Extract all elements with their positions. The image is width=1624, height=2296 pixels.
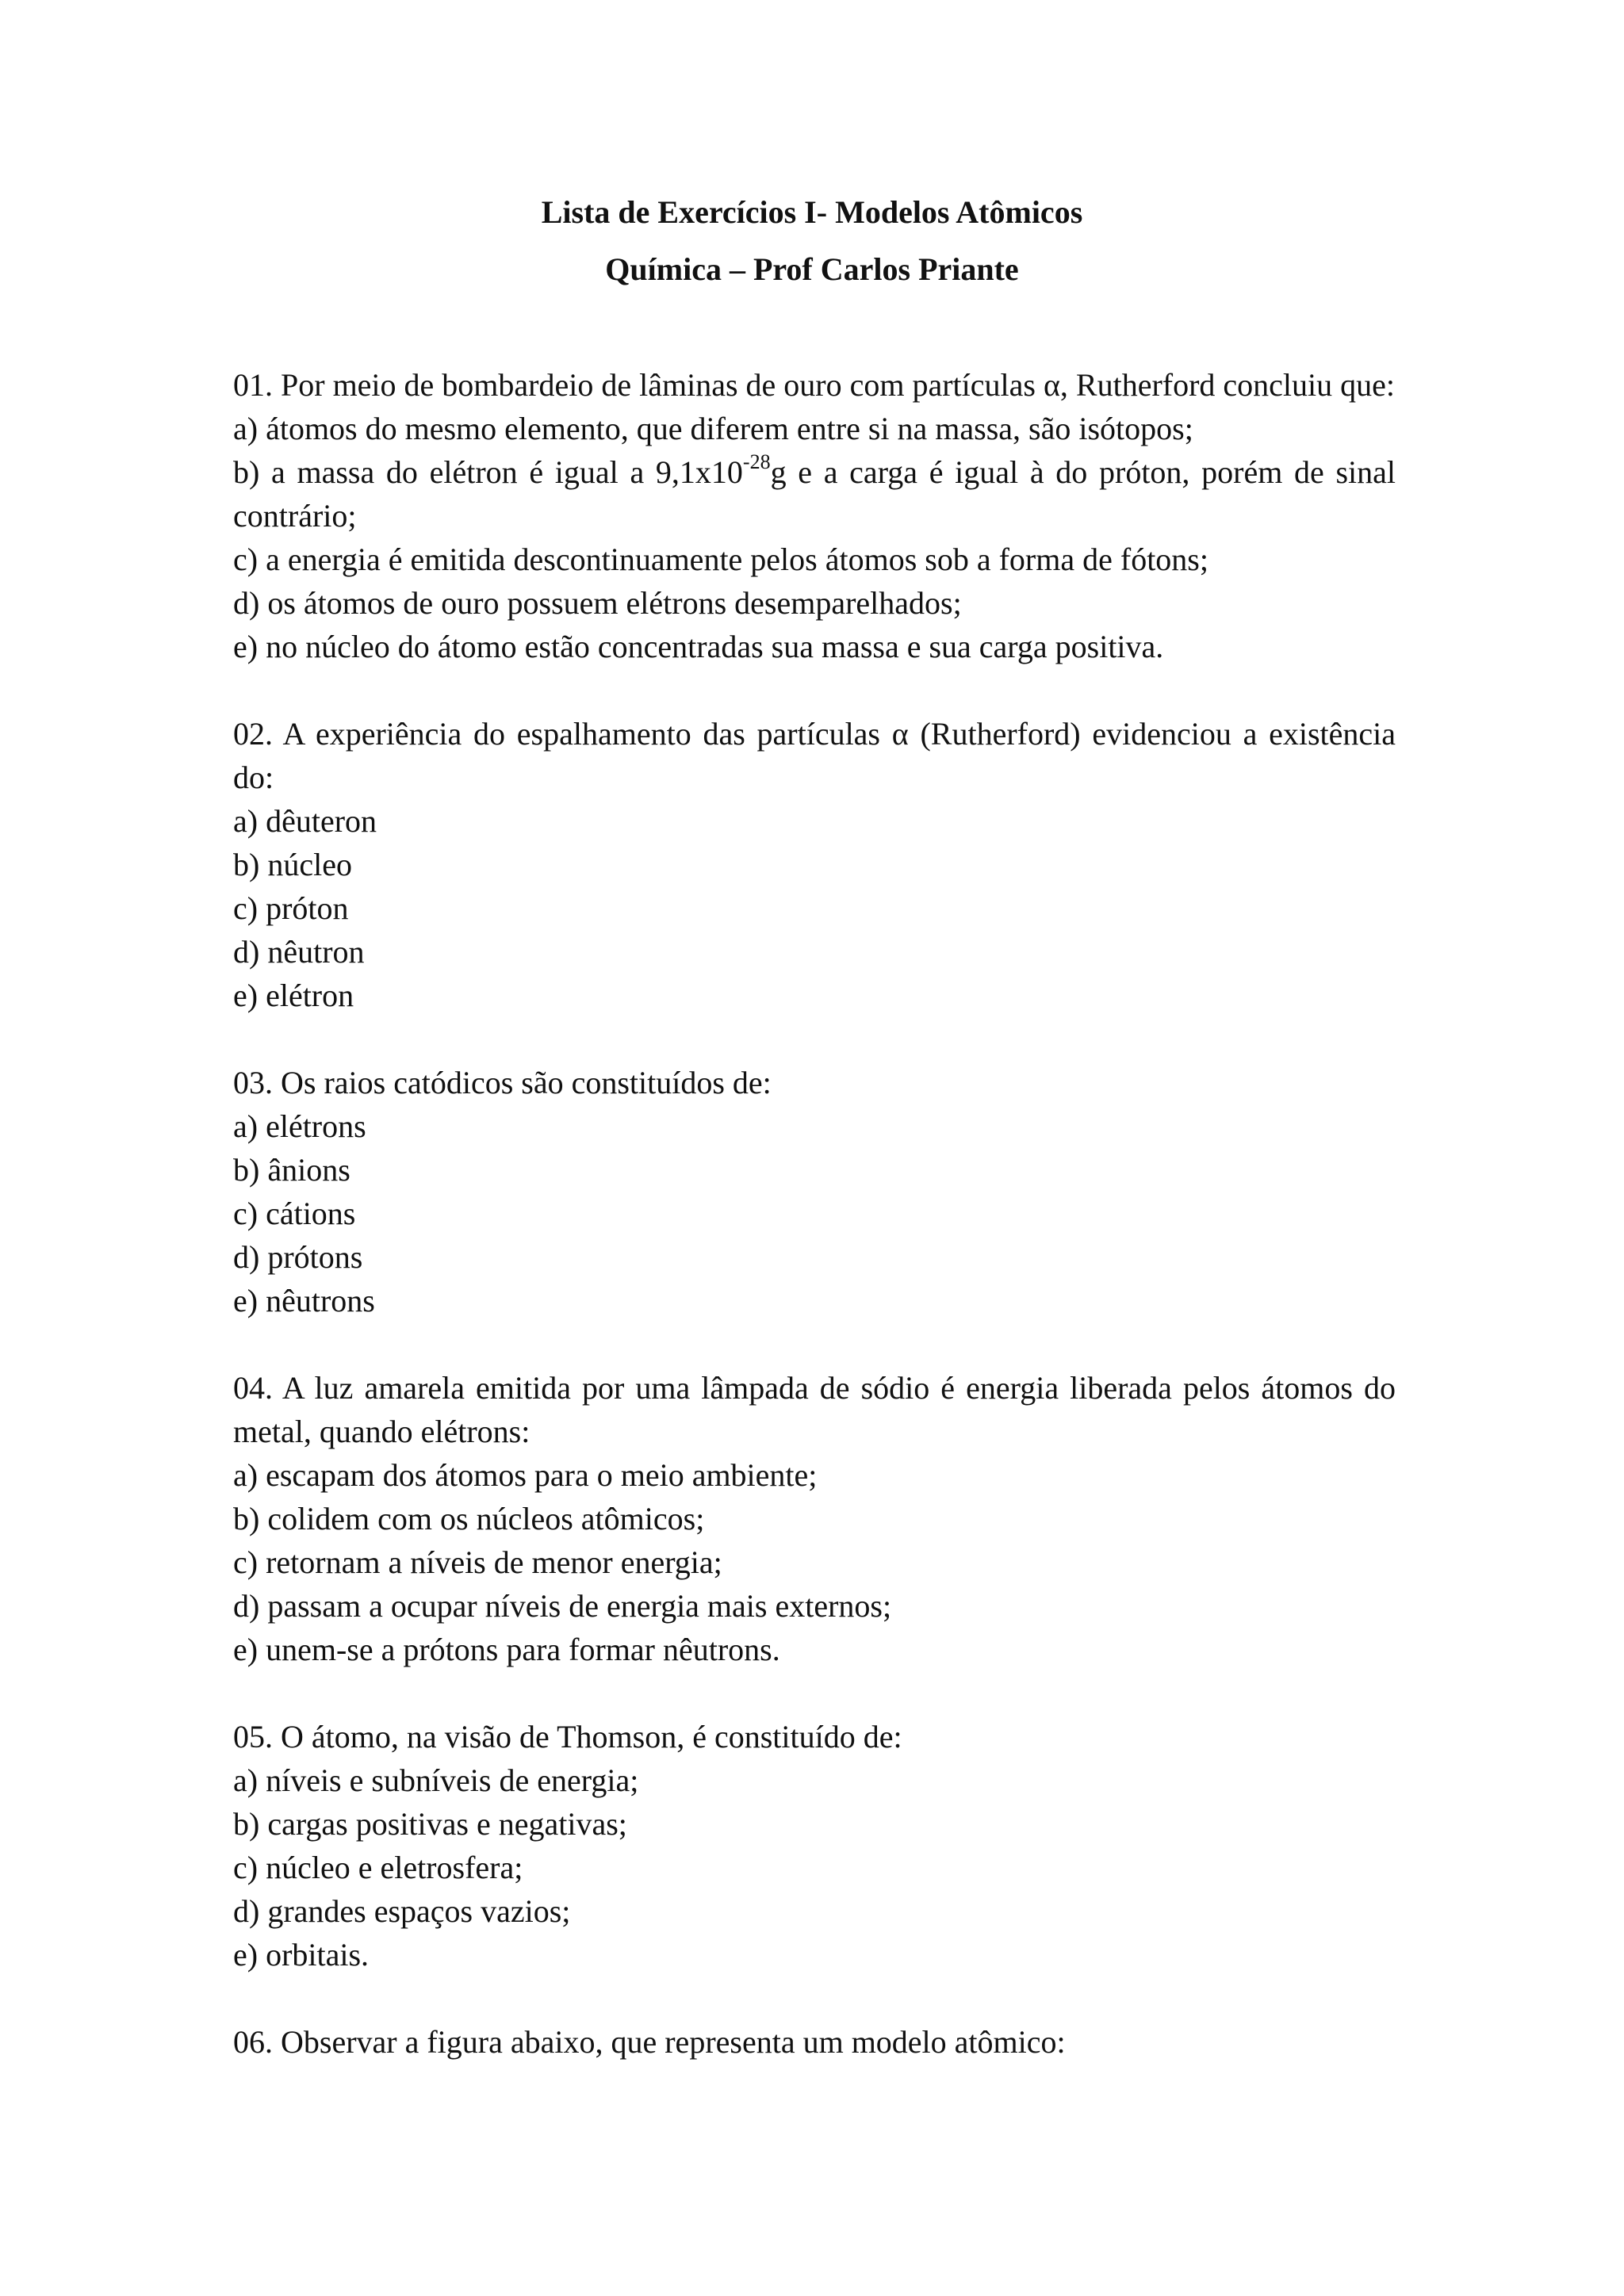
option-d: d) grandes espaços vazios; [233,1893,571,1929]
question-text: O átomo, na visão de Thomson, é constituído de: [281,1719,902,1755]
option-b: b) cargas positivas e negativas; [233,1806,627,1842]
option-b: b) ânions [233,1152,350,1188]
option-d: d) os átomos de ouro possuem elétrons desemparelhados; [233,585,962,621]
option-b-text-start: b) a massa do elétron é igual a 9,1x10 [233,454,743,490]
option-e: e) unem-se a prótons para formar nêutrons. [233,1632,780,1667]
option-e: e) nêutrons [233,1283,375,1318]
document-title: Lista de Exercícios I- Modelos Atômicos [541,194,1083,230]
option-a: a) dêuteron [233,803,377,839]
option-e: e) orbitais. [233,1937,370,1973]
option-e: e) no núcleo do átomo estão concentradas sua massa e sua carga positiva. [233,629,1164,664]
document-subtitle: Química – Prof Carlos Priante [605,251,1019,287]
option-c: c) cátions [233,1196,356,1231]
question-text: A luz amarela emitida por uma lâmpada de sódio é energia liberada pelos átomos do metal, quando elétrons: [233,1370,1396,1449]
option-a: a) escapam dos átomos para o meio ambiente; [233,1457,818,1493]
question-text: Por meio de bombardeio de lâminas de ouro com partículas α, Rutherford concluiu que: [281,367,1396,403]
question-stem [233,712,1396,799]
question-stem [233,1061,1396,1104]
question-number: 06. [233,2024,273,2060]
question-03 [233,1061,1396,1322]
question-list [233,363,1396,2107]
option-c: c) retornam a níveis de menor energia; [233,1544,722,1580]
option-c: c) próton [233,890,349,926]
question-05 [233,1715,1396,1976]
question-02 [233,712,1396,1017]
question-06 [233,2020,1396,2064]
option-b [233,450,1396,538]
option-b-exponent: -28 [742,450,771,473]
question-stem [233,363,1396,407]
question-number: 02. [233,716,273,752]
option-d: d) passam a ocupar níveis de energia mais externos; [233,1588,892,1624]
option-c: c) a energia é emitida descontinuamente pelos átomos sob a forma de fótons; [233,541,1208,577]
option-b: b) núcleo [233,847,352,882]
question-number: 04. [233,1370,273,1406]
question-stem [233,1366,1396,1453]
question-text: Observar a figura abaixo, que representa um modelo atômico: [281,2024,1066,2060]
question-text: Os raios catódicos são constituídos de: [281,1065,772,1100]
question-number: 05. [233,1719,273,1755]
option-d: d) prótons [233,1239,363,1275]
option-a: a) níveis e subníveis de energia; [233,1762,639,1798]
option-e: e) elétron [233,978,354,1013]
option-a: a) átomos do mesmo elemento, que diferem entre si na massa, são isótopos; [233,411,1193,446]
question-01 [233,363,1396,668]
question-number: 01. [233,367,273,403]
option-a: a) elétrons [233,1108,366,1144]
option-d: d) nêutron [233,934,365,970]
question-stem [233,2020,1396,2064]
option-b-text-end: g e a carga é igual à do próton, porém de sinal contrário; [233,454,1396,534]
option-c: c) núcleo e eletrosfera; [233,1850,523,1885]
question-text: A experiência do espalhamento das partículas α (Rutherford) evidenciou a existência do: [233,716,1396,795]
option-b: b) colidem com os núcleos atômicos; [233,1501,705,1536]
question-04 [233,1366,1396,1671]
question-number: 03. [233,1065,273,1100]
question-stem [233,1715,1396,1758]
